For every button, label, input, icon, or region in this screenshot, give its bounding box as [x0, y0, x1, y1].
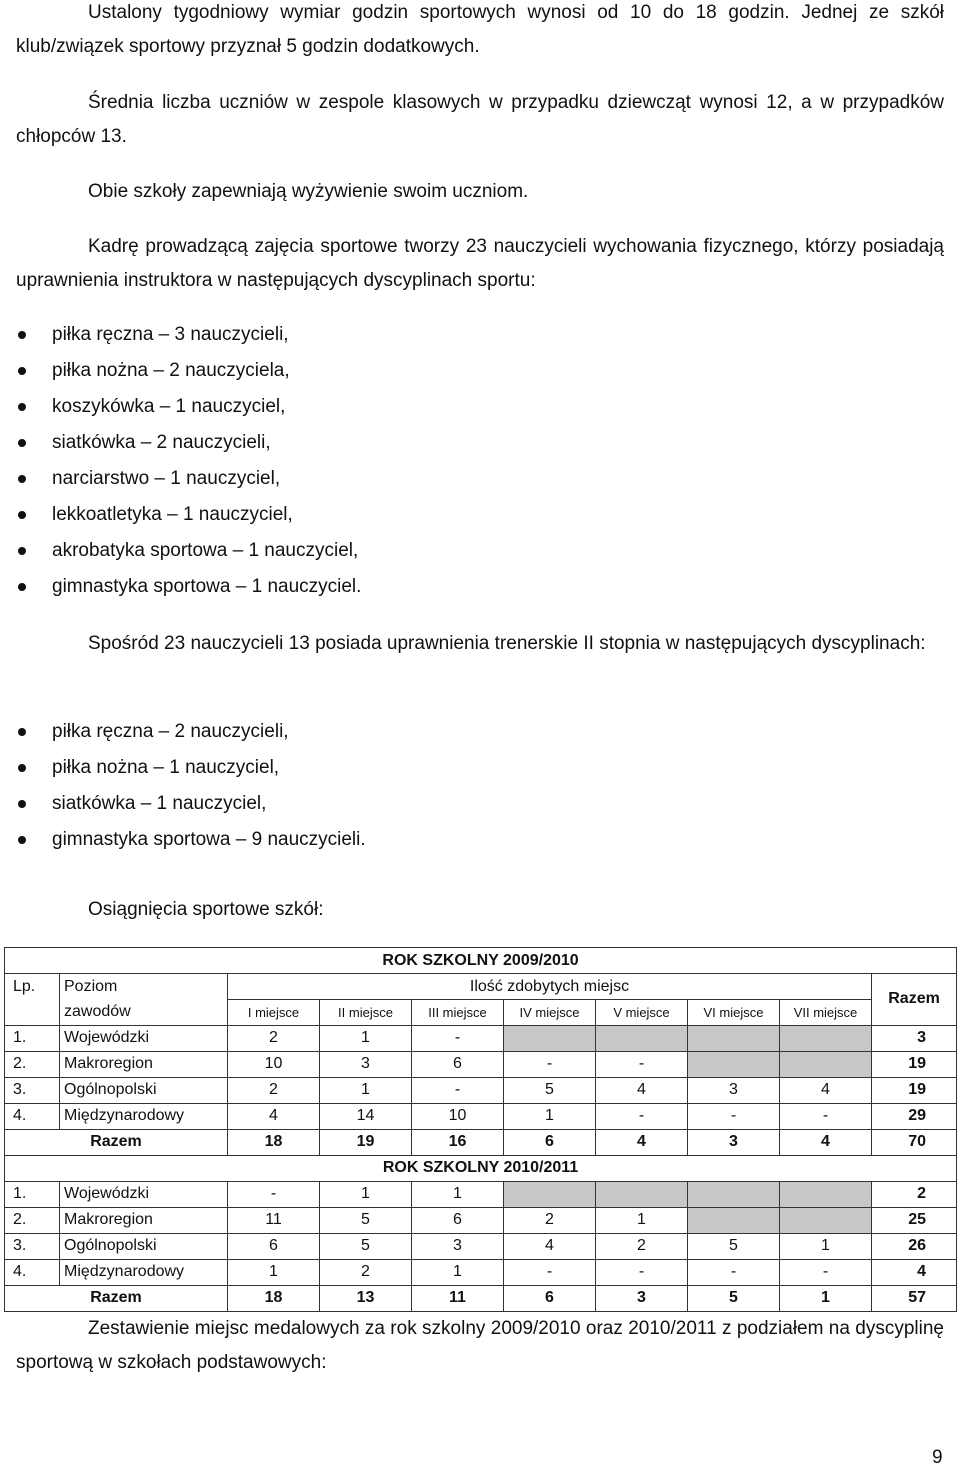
sum-value: 3 — [688, 1129, 780, 1155]
row-value — [780, 1181, 872, 1207]
table-row — [5, 1207, 957, 1233]
header-level: Poziom — [60, 974, 228, 1000]
sum-value: 3 — [596, 1285, 688, 1311]
sum-value: 6 — [504, 1129, 596, 1155]
row-value: 3 — [320, 1051, 412, 1077]
bullet-icon — [18, 836, 26, 844]
row-value: 5 — [320, 1233, 412, 1259]
row-value: - — [412, 1025, 504, 1051]
table-row — [5, 974, 957, 1000]
row-lp: 2. — [5, 1207, 60, 1233]
sum-label: Razem — [5, 1129, 228, 1155]
header-level-cont: zawodów — [60, 1000, 228, 1026]
sum-value: 4 — [596, 1129, 688, 1155]
row-total: 2 — [872, 1181, 957, 1207]
list-item — [16, 714, 366, 750]
row-value: - — [596, 1103, 688, 1129]
row-value: 1 — [412, 1259, 504, 1285]
row-level: Wojewódzki — [60, 1025, 228, 1051]
row-lp: 1. — [5, 1181, 60, 1207]
row-value — [504, 1181, 596, 1207]
row-value: 3 — [688, 1077, 780, 1103]
row-value: 10 — [228, 1051, 320, 1077]
row-total: 19 — [872, 1051, 957, 1077]
paragraph-coaches: Spośród 23 nauczycieli 13 posiada uprawnienia trenerskie II stopnia w następujących dyscyplinach: — [88, 633, 926, 654]
sum-value: 11 — [412, 1285, 504, 1311]
sum-value: 5 — [688, 1285, 780, 1311]
list-item-text: narciarstwo – 1 nauczyciel, — [52, 468, 281, 489]
row-value: 3 — [412, 1233, 504, 1259]
table-row — [5, 1129, 957, 1155]
sum-value: 6 — [504, 1285, 596, 1311]
table-row — [5, 1000, 957, 1026]
instructor-discipline-list — [16, 317, 361, 605]
list-item — [16, 353, 361, 389]
table-row — [5, 1077, 957, 1103]
row-level: Makroregion — [60, 1051, 228, 1077]
list-item-text: lekkoatletyka – 1 nauczyciel, — [52, 504, 293, 525]
row-value: 4 — [504, 1233, 596, 1259]
sum-value: 18 — [228, 1285, 320, 1311]
row-value: 1 — [596, 1207, 688, 1233]
row-lp: 4. — [5, 1259, 60, 1285]
summary-paragraph: Zestawienie miejsc medalowych za rok szkolny 2009/2010 oraz 2010/2011 z podziałem na dyscyplinę sportową w szkołach podstawowych: — [16, 1318, 944, 1373]
table-row — [5, 948, 957, 974]
row-value — [688, 1025, 780, 1051]
row-level: Międzynarodowy — [60, 1103, 228, 1129]
table-row — [5, 1103, 957, 1129]
list-item-text: gimnastyka sportowa – 1 nauczyciel. — [52, 576, 362, 597]
row-value: - — [780, 1259, 872, 1285]
row-level: Wojewódzki — [60, 1181, 228, 1207]
bullet-icon — [18, 367, 26, 375]
sum-value: 19 — [320, 1129, 412, 1155]
row-level: Międzynarodowy — [60, 1259, 228, 1285]
year-title: ROK SZKOLNY 2009/2010 — [5, 948, 957, 974]
bullet-icon — [18, 475, 26, 483]
row-level: Ogólnopolski — [60, 1233, 228, 1259]
row-value: 2 — [596, 1233, 688, 1259]
achievements-heading: Osiągnięcia sportowe szkół: — [88, 899, 324, 920]
list-item — [16, 461, 361, 497]
header-lp: Lp. — [5, 974, 60, 1000]
row-value — [504, 1025, 596, 1051]
list-item — [16, 389, 361, 425]
table-row — [5, 1025, 957, 1051]
row-value: 2 — [228, 1077, 320, 1103]
row-value: 1 — [320, 1077, 412, 1103]
sum-value: 18 — [228, 1129, 320, 1155]
row-total: 26 — [872, 1233, 957, 1259]
row-lp: 3. — [5, 1077, 60, 1103]
row-value: 1 — [504, 1103, 596, 1129]
row-value: 4 — [228, 1103, 320, 1129]
row-value: - — [504, 1259, 596, 1285]
achievements-table — [4, 947, 957, 1312]
header-lp-cont — [5, 1000, 60, 1026]
row-value: 1 — [228, 1259, 320, 1285]
header-place: II miejsce — [320, 1000, 412, 1026]
row-value: 2 — [228, 1025, 320, 1051]
row-level: Makroregion — [60, 1207, 228, 1233]
row-value — [596, 1025, 688, 1051]
row-value: 5 — [320, 1207, 412, 1233]
row-total: 4 — [872, 1259, 957, 1285]
row-total: 19 — [872, 1077, 957, 1103]
paragraph-weekly-hours: Ustalony tygodniowy wymiar godzin sportowych wynosi od 10 do 18 godzin. Jednej ze szkół klub/związek sportowy przyznał 5 godzin dodatkowych. — [16, 2, 944, 57]
header-place: I miejsce — [228, 1000, 320, 1026]
list-item — [16, 786, 366, 822]
header-place: III miejsce — [412, 1000, 504, 1026]
row-value: - — [688, 1259, 780, 1285]
row-value — [688, 1207, 780, 1233]
list-item — [16, 533, 361, 569]
table-row — [5, 1233, 957, 1259]
row-value: 5 — [688, 1233, 780, 1259]
row-value: 6 — [412, 1051, 504, 1077]
row-lp: 1. — [5, 1025, 60, 1051]
row-value: 14 — [320, 1103, 412, 1129]
bullet-icon — [18, 728, 26, 736]
sum-value: 1 — [780, 1285, 872, 1311]
sum-value: 13 — [320, 1285, 412, 1311]
list-item-text: piłka ręczna – 3 nauczycieli, — [52, 324, 289, 345]
row-value: - — [504, 1051, 596, 1077]
row-level: Ogólnopolski — [60, 1077, 228, 1103]
list-item — [16, 497, 361, 533]
row-value: - — [412, 1077, 504, 1103]
list-item-text: piłka nożna – 1 nauczyciel, — [52, 757, 280, 778]
sum-label: Razem — [5, 1285, 228, 1311]
bullet-icon — [18, 439, 26, 447]
row-value: 4 — [780, 1077, 872, 1103]
paragraph-class-size: Średnia liczba uczniów w zespole klasowych w przypadku dziewcząt wynosi 12, a w przypadków chłopców 13. — [16, 92, 944, 147]
row-value — [780, 1025, 872, 1051]
sum-total: 70 — [872, 1129, 957, 1155]
row-value: 2 — [320, 1259, 412, 1285]
header-place: V miejsce — [596, 1000, 688, 1026]
row-lp: 3. — [5, 1233, 60, 1259]
header-places: Ilość zdobytych miejsc — [228, 974, 872, 1000]
row-value: 11 — [228, 1207, 320, 1233]
row-value — [688, 1051, 780, 1077]
row-lp: 2. — [5, 1051, 60, 1077]
list-item-text: koszykówka – 1 nauczyciel, — [52, 396, 286, 417]
sum-value: 4 — [780, 1129, 872, 1155]
row-total: 3 — [872, 1025, 957, 1051]
list-item — [16, 822, 366, 858]
row-value: 6 — [412, 1207, 504, 1233]
row-value: 2 — [504, 1207, 596, 1233]
paragraph-staff: Kadrę prowadzącą zajęcia sportowe tworzy 23 nauczycieli wychowania fizycznego, którzy posiadają uprawnienia instruktora w następujących dyscyplinach sportu: — [16, 236, 944, 291]
sum-value: 16 — [412, 1129, 504, 1155]
row-value — [780, 1207, 872, 1233]
table-row — [5, 1051, 957, 1077]
list-item-text: siatkówka – 2 nauczycieli, — [52, 432, 271, 453]
bullet-icon — [18, 764, 26, 772]
row-value: 1 — [320, 1025, 412, 1051]
list-item-text: akrobatyka sportowa – 1 nauczyciel, — [52, 540, 359, 561]
table-row — [5, 1155, 957, 1181]
sum-total: 57 — [872, 1285, 957, 1311]
row-value: - — [688, 1103, 780, 1129]
row-value: - — [228, 1181, 320, 1207]
paragraph-meals: Obie szkoły zapewniają wyżywienie swoim uczniom. — [88, 181, 529, 202]
row-total: 25 — [872, 1207, 957, 1233]
row-value — [596, 1181, 688, 1207]
bullet-icon — [18, 331, 26, 339]
list-item-text: siatkówka – 1 nauczyciel, — [52, 793, 267, 814]
list-item — [16, 317, 361, 353]
row-value — [688, 1181, 780, 1207]
year-title: ROK SZKOLNY 2010/2011 — [5, 1155, 957, 1181]
page-number: 9 — [932, 1447, 943, 1468]
row-value: 6 — [228, 1233, 320, 1259]
row-value: 1 — [412, 1181, 504, 1207]
row-value: - — [596, 1259, 688, 1285]
list-item-text: gimnastyka sportowa – 9 nauczycieli. — [52, 829, 366, 850]
bullet-icon — [18, 403, 26, 411]
row-value: 1 — [780, 1233, 872, 1259]
list-item-text: piłka nożna – 2 nauczyciela, — [52, 360, 290, 381]
row-lp: 4. — [5, 1103, 60, 1129]
row-total: 29 — [872, 1103, 957, 1129]
bullet-icon — [18, 800, 26, 808]
bullet-icon — [18, 547, 26, 555]
row-value: 10 — [412, 1103, 504, 1129]
list-item — [16, 569, 361, 605]
header-total: Razem — [872, 974, 957, 1026]
table-row — [5, 1181, 957, 1207]
table-row — [5, 1285, 957, 1311]
list-item-text: piłka ręczna – 2 nauczycieli, — [52, 721, 289, 742]
list-item — [16, 425, 361, 461]
header-place: VI miejsce — [688, 1000, 780, 1026]
row-value: 4 — [596, 1077, 688, 1103]
bullet-icon — [18, 583, 26, 591]
row-value: - — [596, 1051, 688, 1077]
header-place: VII miejsce — [780, 1000, 872, 1026]
row-value — [780, 1051, 872, 1077]
header-place: IV miejsce — [504, 1000, 596, 1026]
coach-discipline-list — [16, 714, 366, 858]
row-value: 5 — [504, 1077, 596, 1103]
bullet-icon — [18, 511, 26, 519]
list-item — [16, 750, 366, 786]
row-value: 1 — [320, 1181, 412, 1207]
table-row — [5, 1259, 957, 1285]
row-value: - — [780, 1103, 872, 1129]
